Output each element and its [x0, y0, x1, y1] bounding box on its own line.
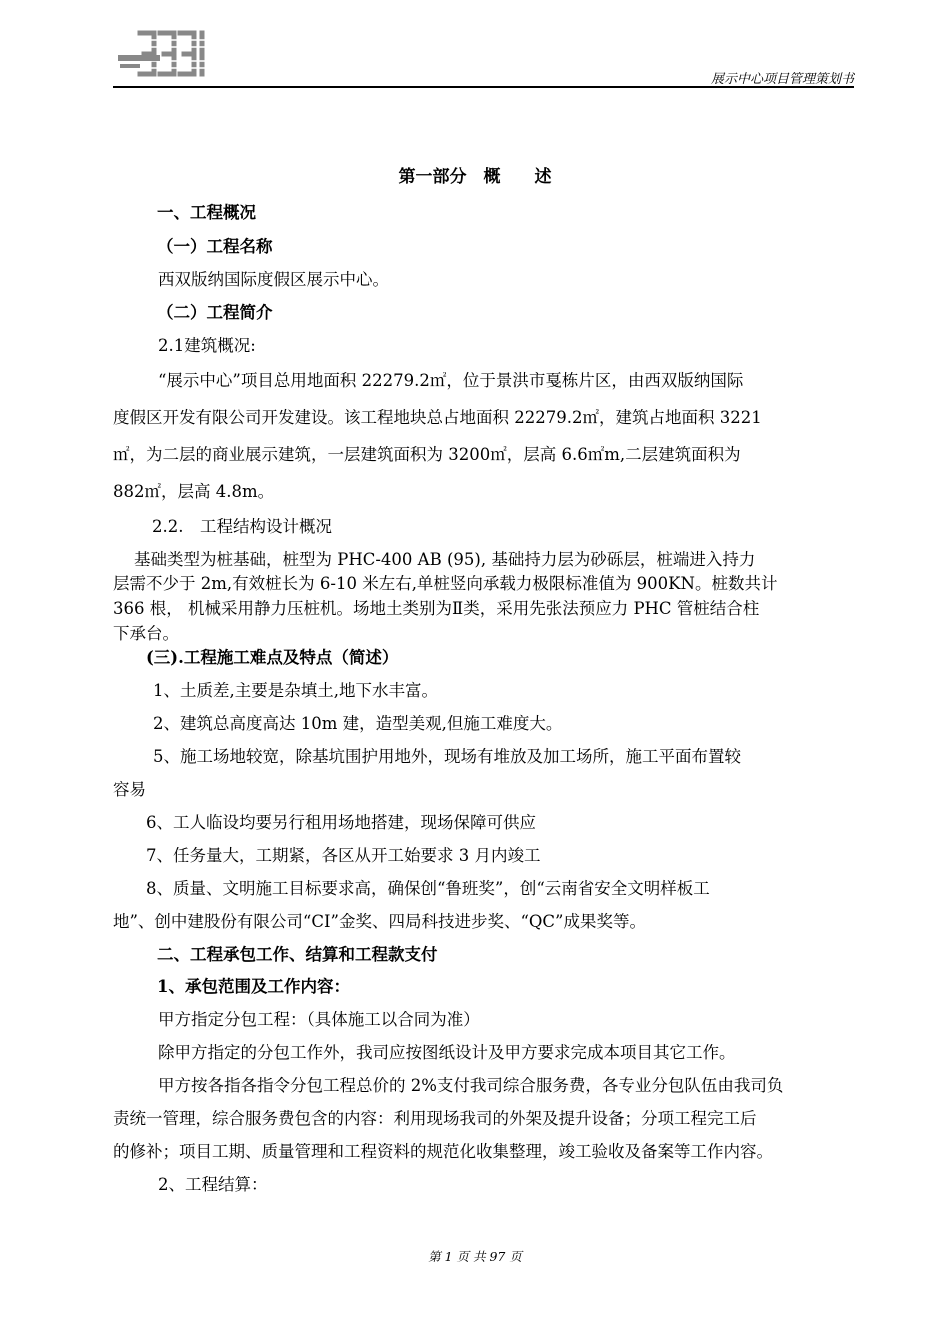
structure-design-line-1: 基础类型为桩基础，桩型为 PHC-400 AB (95), 基础持力层为砂砾层，桩端进入持力	[134, 550, 756, 569]
part-title: 第一部分 概 述	[398, 167, 552, 187]
difficulty-item-1: 1、土质差,主要是杂填土,地下水丰富。	[153, 681, 438, 700]
difficulty-item-5-line-2: 容易	[113, 780, 146, 799]
structure-design-line-2: 层需不少于 2m,有效桩长为 6-10 米左右,单桩竖向承载力极限标准值为 900KN。桩数共计	[113, 574, 778, 593]
difficulty-item-7: 7、任务量大，工期紧，各区从开工始要求 3 月内竣工	[146, 846, 541, 865]
structure-design-title: 2.2. 工程结构设计概况	[152, 517, 332, 536]
subheading-difficulties: (三).工程施工难点及特点（简述）	[146, 648, 399, 667]
scope-paragraph-2: 除甲方指定的分包工作外，我司应按图纸设计及甲方要求完成本项目其它工作。	[158, 1043, 736, 1062]
building-overview-line-4: 882㎡，层高 4.8m。	[113, 482, 275, 501]
header-document-title: 展示中心项目管理策划书	[710, 72, 854, 87]
scope-paragraph-1: 甲方指定分包工程：（具体施工以合同为准）	[158, 1010, 480, 1029]
building-overview-title: 2.1建筑概况:	[158, 336, 256, 355]
subheading-project-intro: （二）工程简介	[157, 303, 273, 322]
section-heading-contract: 二、工程承包工作、结算和工程款支付	[157, 945, 438, 964]
difficulty-item-5-line-1: 5、施工场地较宽，除基坑围护用地外，现场有堆放及加工场所，施工平面布置较	[153, 747, 741, 766]
project-name-text: 西双版纳国际度假区展示中心。	[158, 270, 389, 289]
difficulty-item-6: 6、工人临设均要另行租用场地搭建，现场保障可供应	[146, 813, 536, 832]
service-fee-line-3: 的修补；项目工期、质量管理和工程资料的规范化收集整理，竣工验收及备案等工作内容。	[113, 1142, 773, 1161]
building-overview-line-1: “展示中心”项目总用地面积 22279.2㎡，位于景洪市戛栋片区，由西双版纳国际	[158, 371, 744, 390]
header-divider	[113, 86, 854, 88]
structure-design-line-3: 366 根， 机械采用静力压桩机。场地土类别为Ⅱ类，采用先张法预应力 PHC 管桩结合柱	[113, 599, 760, 618]
difficulty-item-8-line-2: 地”、创中建股份有限公司“CI”金奖、四局科技进步奖、“QC”成果奖等。	[113, 912, 646, 931]
structure-design-line-4: 下承台。	[113, 624, 179, 643]
company-logo-icon	[118, 28, 210, 80]
service-fee-line-1: 甲方按各指各指令分包工程总价的 2%支付我司综合服务费，各专业分包队伍由我司负	[158, 1076, 784, 1095]
service-fee-line-2: 责统一管理，综合服务费包含的内容：利用现场我司的外架及提升设备；分项工程完工后	[113, 1109, 757, 1128]
difficulty-item-8-line-1: 8、质量、文明施工目标要求高，确保创“鲁班奖”，创“云南省安全文明样板工	[146, 879, 710, 898]
page-number: 第 1 页 共 97 页	[428, 1249, 522, 1264]
subheading-project-name: （一）工程名称	[157, 237, 273, 256]
difficulty-item-2: 2、建筑总高度高达 10m 建，造型美观,但施工难度大。	[153, 714, 563, 733]
subheading-scope: 1、承包范围及工作内容：	[157, 977, 350, 996]
subheading-settlement: 2、工程结算：	[158, 1175, 268, 1194]
building-overview-line-2: 度假区开发有限公司开发建设。该工程地块总占地面积 22279.2㎡，建筑占地面积 3221	[113, 408, 762, 427]
section-heading-overview: 一、工程概况	[157, 203, 256, 222]
building-overview-line-3: ㎡，为二层的商业展示建筑，一层建筑面积为 3200㎡，层高 6.6㎡m,二层建筑面积为	[113, 445, 741, 464]
